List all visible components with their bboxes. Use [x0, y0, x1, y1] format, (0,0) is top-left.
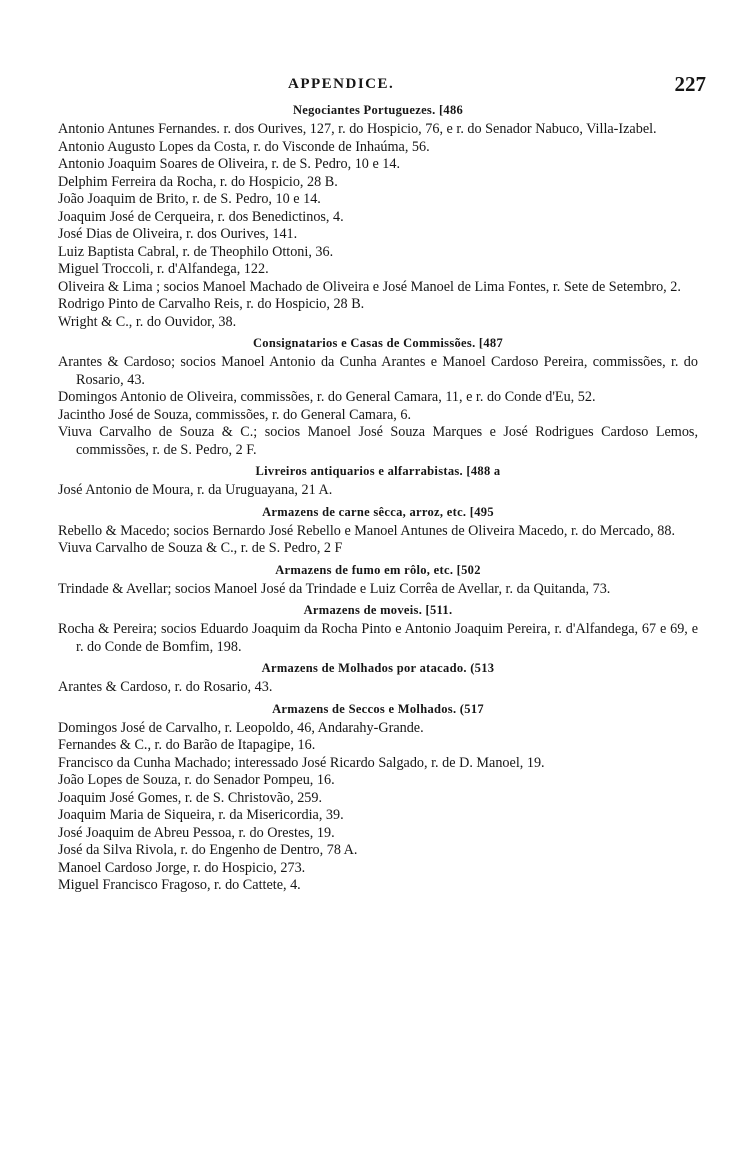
directory-entry: Luiz Baptista Cabral, r. de Theophilo Ottoni, 36. [58, 243, 334, 260]
section-heading: Negociantes Portuguezes. [486 [292, 103, 464, 117]
directory-entry: Miguel Francisco Fragoso, r. do Cattete, 4. [58, 877, 301, 893]
section-heading: Armazens de carne sêcca, arroz, etc. [495 [262, 504, 494, 519]
directory-entry: Domingos José de Carvalho, r. Leopoldo, 46, Andarahy-Grande. [58, 719, 424, 736]
directory-entry: Antonio Joaquim Soares de Oliveira, r. de S. Pedro, 10 e 14. [58, 156, 401, 172]
directory-entry: Antonio Antunes Fernandes. r. dos Ourives, 127, r. do Hospicio, 76, e r. do Senador Nabuco, Villa-Izabel. [58, 121, 657, 137]
directory-entry: Francisco da Cunha Machado; interessado José Ricardo Salgado, r. de D. Manoel, 19. [58, 754, 545, 771]
section-heading: Armazens de moveis. [511. [303, 603, 453, 617]
directory-entry: Manoel Cardoso Jorge, r. do Hospicio, 273. [58, 859, 306, 876]
directory-entry: Joaquim José Gomes, r. de S. Christovão, 259. [58, 789, 323, 806]
directory-section [58, 336, 698, 459]
directory-entry: Miguel Troccoli, r. d'Alfandega, 122. [58, 261, 269, 277]
directory-entry: Rocha & Pereira; socios Eduardo Joaquim da Rocha Pinto e Antonio Joaquim Pereira, r. d'Alfandega, 67 e 69, e r. do Conde de Bomfim, 198. [58, 621, 698, 655]
directory-section [58, 661, 698, 697]
directory-entry: João Lopes de Souza, r. do Senador Pompeu, 16. [58, 772, 335, 788]
directory-entry: José Antonio de Moura, r. da Uruguayana, 21 A. [58, 482, 333, 498]
section-heading: Consignatarios e Casas de Commissões. [487 [252, 336, 504, 350]
directory-entry: Domingos Antonio de Oliveira, commissões, r. do General Camara, 11, e r. do Conde d'Eu, 52. [58, 389, 596, 405]
directory-entry: Viuva Carvalho de Souza & C., r. de S. Pedro, 2 F [58, 540, 343, 556]
directory-entry: José Dias de Oliveira, r. dos Ourives, 141. [58, 226, 298, 242]
running-title: APPENDICE. [288, 76, 395, 92]
directory-entry: Arantes & Cardoso, r. do Rosario, 43. [58, 679, 273, 695]
directory-section [58, 103, 698, 331]
directory-section [58, 603, 698, 656]
directory-entry: Rebello & Macedo; socios Bernardo José Rebello e Manoel Antunes de Oliveira Macedo, r. do Mercado, 88. [58, 522, 675, 539]
directory-section [58, 464, 698, 500]
directory-section [58, 505, 698, 558]
directory-sections [58, 103, 698, 895]
directory-entry: Viuva Carvalho de Souza & C.; socios Manoel José Souza Marques e José Rodrigues Cardoso Lemos, commissões, r. de S. Pedro, 2 F. [58, 424, 698, 458]
document-page [58, 72, 706, 895]
directory-entry: Wright & C., r. do Ouvidor, 38. [58, 313, 237, 330]
section-heading: Armazens de Molhados por atacado. (513 [261, 661, 495, 675]
directory-entry: João Joaquim de Brito, r. de S. Pedro, 10 e 14. [58, 191, 321, 207]
directory-entry: Jacintho José de Souza, commissões, r. do General Camara, 6. [58, 406, 412, 423]
directory-entry: Fernandes & C., r. do Barão de Itapagipe, 16. [58, 737, 316, 753]
directory-entry: Trindade & Avellar; socios Manoel José da Trindade e Luiz Corrêa de Avellar, r. da Quitanda, 73. [58, 580, 611, 597]
directory-section [58, 563, 698, 599]
directory-entry: Delphim Ferreira da Rocha, r. do Hospicio, 28 B. [58, 173, 338, 190]
directory-entry: Rodrigo Pinto de Carvalho Reis, r. do Hospicio, 28 B. [58, 296, 365, 312]
directory-entry: Oliveira & Lima ; socios Manoel Machado de Oliveira e José Manoel de Lima Fontes, r. Sete de Setembro, 2. [58, 278, 681, 295]
directory-entry: José Joaquim de Abreu Pessoa, r. do Orestes, 19. [58, 824, 335, 841]
directory-entry: José da Silva Rivola, r. do Engenho de Dentro, 78 A. [58, 842, 358, 858]
directory-entry: Arantes & Cardoso; socios Manoel Antonio da Cunha Arantes e Manoel Cardoso Pereira, commissões, r. do Rosario, 43. [58, 354, 698, 388]
running-head [58, 72, 706, 98]
section-heading: Armazens de Seccos e Molhados. (517 [272, 701, 484, 716]
directory-section [58, 702, 698, 895]
directory-entry: Joaquim Maria de Siqueira, r. da Misericordia, 39. [58, 807, 344, 823]
directory-entry: Antonio Augusto Lopes da Costa, r. do Visconde de Inhaúma, 56. [58, 138, 430, 155]
directory-entry: Joaquim José de Cerqueira, r. dos Benedictinos, 4. [58, 208, 344, 225]
section-heading: Armazens de fumo em rôlo, etc. [502 [275, 562, 481, 577]
page-number: 227 [674, 72, 706, 96]
section-heading: Livreiros antiquarios e alfarrabistas. [488 a [255, 464, 501, 478]
